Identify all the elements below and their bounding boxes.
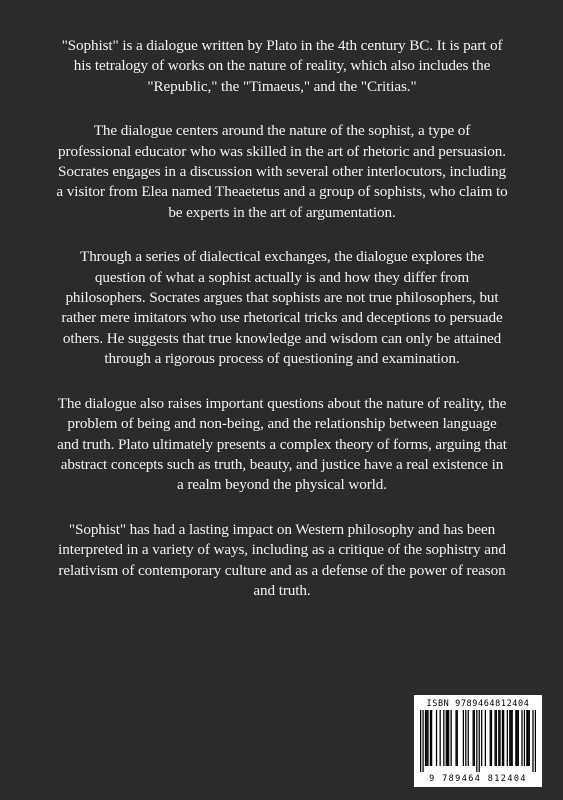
barcode-bar (516, 710, 517, 766)
barcode-bar (509, 710, 510, 766)
barcode-bar (448, 710, 449, 766)
barcode-bar (436, 710, 437, 766)
barcode-bar (524, 710, 525, 766)
isbn-label: ISBN 9789464812404 (426, 699, 530, 709)
blurb-paragraph-1: "Sophist" is a dialogue written by Plato in the 4th century BC. It is part of his tetralogy of works on the nature of reality, which also includes the "Republic," the "Timaeus," and the "Critias." (61, 37, 503, 95)
barcode-bar (481, 710, 482, 766)
barcode-bar (426, 710, 427, 766)
barcode-bar (502, 710, 503, 766)
blurb-paragraph-5: "Sophist" has had a lasting impact on Western philosophy and has been interpreted in a variety of ways, including as a critique of the sophistry and relativism of contemporary culture and as a defense of the power of reason and truth. (58, 520, 506, 599)
barcode-bar (494, 710, 495, 766)
barcode-bar (532, 710, 533, 772)
barcode-bar (503, 710, 504, 766)
barcode-bar (463, 710, 464, 766)
barcode-bar (422, 710, 423, 772)
barcode-bar (431, 710, 432, 766)
barcode-bar (496, 710, 497, 766)
barcode-bar (425, 710, 426, 766)
barcode-bar (499, 710, 500, 766)
barcode-bar (473, 710, 474, 766)
barcode-bar (474, 710, 475, 766)
barcode-bar (535, 710, 536, 772)
barcode-bar (512, 710, 513, 766)
barcode-bar (468, 710, 469, 766)
blurb-paragraph-2: The dialogue centers around the nature of the sophist, a type of professional educator who was skilled in the art of rhetoric and persuasion. Socrates engages in a discussion with several other interlocutors, including a visitor from Elea named Theaetetus and a group of sophists, who claim to be experts in the art of argumentation. (56, 122, 508, 221)
barcode-bar (485, 710, 486, 766)
barcode-bar (510, 710, 511, 766)
barcode-bar (430, 710, 431, 766)
barcode-bar (427, 710, 428, 766)
barcode-bar (420, 710, 421, 772)
isbn-barcode (414, 695, 542, 787)
barcode-bar (479, 710, 480, 772)
blurb-text (56, 36, 508, 625)
barcode-bar (491, 710, 492, 766)
barcode-bar (521, 710, 522, 766)
barcode-bar (529, 710, 530, 766)
barcode-bar (515, 710, 516, 766)
barcode-bar (440, 710, 441, 766)
barcode-bar (490, 710, 491, 766)
barcode-bars (420, 710, 536, 772)
barcode-bar (476, 710, 477, 772)
barcode-bar (451, 710, 452, 766)
barcode-bar (498, 710, 499, 766)
blurb-paragraph-4: The dialogue also raises important questions about the nature of reality, the problem of being and non-being, and the relationship between language and truth. Plato ultimately presents a complex theory of forms, arguing that abstract concepts such as truth, beauty, and justice have a real existence in a realm beyond the physical world. (57, 394, 507, 494)
barcode-number: 9 789464 812404 (429, 774, 527, 784)
barcode-bar (526, 710, 527, 766)
barcode-bar (457, 710, 458, 766)
blurb-paragraph-3: Through a series of dialectical exchanges, the dialogue explores the question of what a sophist actually is and how they differ from philosophers. Socrates argues that sophists are not true philosophers, but rather mere imitators who use rhetorical tricks and deceptions to persuade others. He suggests that true knowledge and wisdom can only be attained through a rigorous process of questioning and examination. (61, 248, 503, 368)
barcode-bar (507, 710, 508, 766)
barcode-bar (447, 710, 448, 766)
barcode-bar (455, 710, 456, 766)
barcode-bar (518, 710, 519, 766)
barcode-bar (443, 710, 444, 766)
barcode-bar (527, 710, 528, 766)
barcode-bar (465, 710, 466, 766)
barcode-bar (446, 710, 447, 766)
